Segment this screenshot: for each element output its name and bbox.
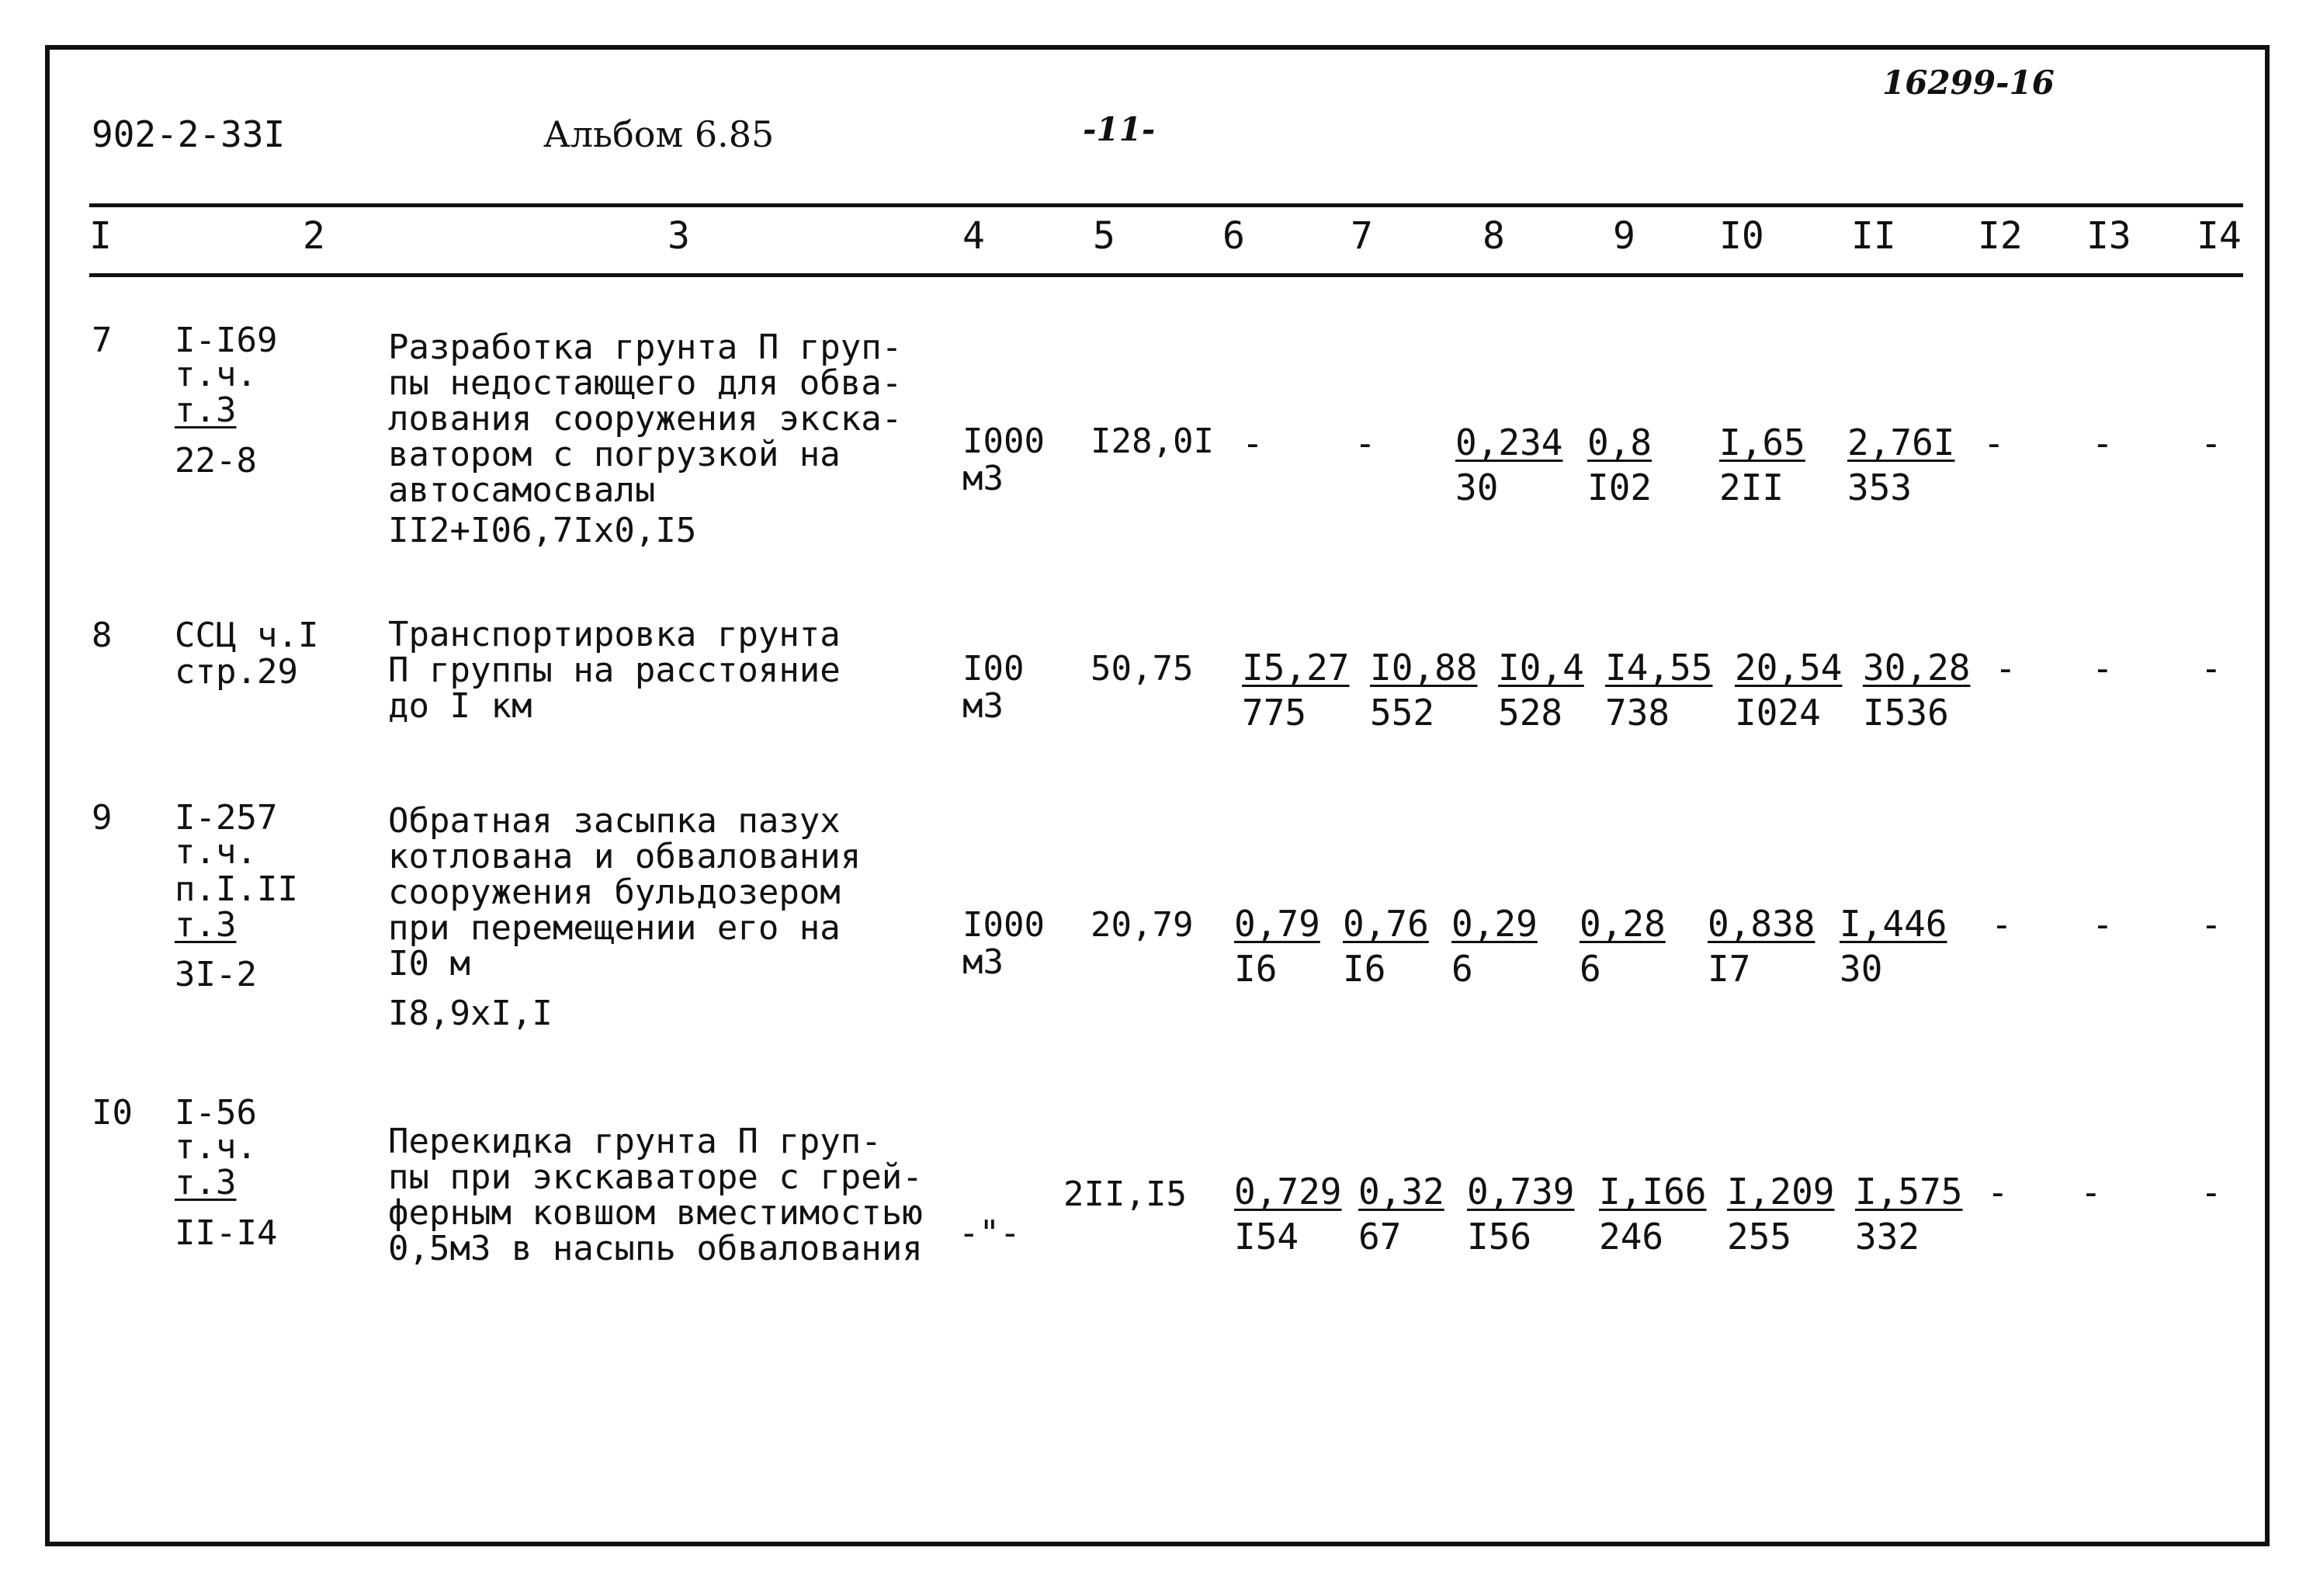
col-6: 6 — [1222, 214, 1245, 258]
cell-cost: I024 — [1735, 692, 1821, 734]
cell-c7 — [1358, 1172, 1483, 1256]
row-description: Транспортировка грунта П группы на расстояние до I км — [388, 615, 841, 726]
cell-cost: 552 — [1370, 692, 1435, 734]
cell-cost: 30 — [1840, 948, 1883, 990]
cell-value: I,65 — [1719, 422, 1805, 463]
cell-c14: - — [2200, 904, 2222, 945]
cell-c9 — [1605, 648, 1729, 732]
page-number: -11- — [1083, 110, 1156, 148]
cell-value: I5,27 — [1242, 647, 1350, 689]
col-5: 5 — [1093, 214, 1115, 258]
cell-c9 — [1599, 1172, 1723, 1256]
cell-c7 — [1370, 648, 1494, 732]
cell-cost: 2II — [1719, 467, 1784, 508]
row-ref-line: ССЦ ч.I — [175, 616, 319, 655]
row-number: 9 — [92, 798, 113, 838]
cell-c12: - — [1987, 1171, 2009, 1213]
cell-cost: I7 — [1708, 948, 1751, 990]
row-number: 7 — [92, 321, 113, 360]
col-12: I2 — [1978, 214, 2023, 258]
row-ref-line: стр.29 — [175, 652, 298, 692]
row-quantity: 20,79 — [1091, 905, 1194, 945]
cell-cost: 528 — [1498, 692, 1563, 734]
cell-value: 0,79 — [1234, 903, 1320, 945]
cell-c6 — [1234, 1172, 1358, 1256]
cell-cost: I56 — [1467, 1216, 1532, 1258]
cell-value: I,446 — [1840, 903, 1947, 945]
row-ref-line: т.3 — [175, 1163, 237, 1202]
cell-c8 — [1451, 904, 1576, 988]
row-ref-line: I-257 — [175, 798, 278, 838]
cell-cost: 255 — [1727, 1216, 1792, 1258]
cell-cost: 738 — [1605, 692, 1670, 734]
col-2: 2 — [303, 214, 325, 258]
row-unit: I000 — [962, 905, 1045, 945]
cell-value: 0,739 — [1467, 1171, 1575, 1213]
cell-c14: - — [2200, 1171, 2222, 1213]
cell-value: 0,28 — [1580, 903, 1666, 945]
row-formula: II2+I06,7Ix0,I5 — [388, 511, 697, 550]
album-label: Альбом 6.85 — [543, 113, 775, 155]
row-ref-line: т.ч. — [175, 1127, 257, 1167]
cell-c11 — [1863, 648, 1987, 732]
cell-value: 0,76 — [1343, 903, 1429, 945]
cell-c12: - — [1991, 904, 2013, 945]
cell-value: 2,76I — [1847, 422, 1955, 463]
cell-c7 — [1343, 904, 1467, 988]
cell-c6 — [1242, 648, 1366, 732]
row-unit: м3 — [962, 459, 1004, 498]
cell-cost: I02 — [1587, 467, 1652, 508]
cell-c10 — [1727, 1172, 1851, 1256]
col-3: 3 — [668, 214, 690, 258]
cell-value: 0,32 — [1358, 1171, 1444, 1213]
cell-c6 — [1234, 904, 1358, 988]
cell-cost: 6 — [1451, 948, 1473, 990]
row-ref-line: т.ч. — [175, 832, 257, 872]
header-rule-bottom — [89, 273, 2243, 277]
row-ref-line: т.3 — [175, 905, 237, 945]
row-unit: м3 — [962, 942, 1004, 982]
row-formula: I8,9xI,I — [388, 994, 553, 1033]
cell-c6: - — [1242, 422, 1264, 464]
cell-cost: I54 — [1234, 1216, 1299, 1258]
row-ref-line: т.ч. — [175, 355, 257, 394]
cell-c11 — [1855, 1172, 1979, 1256]
header-rule-top — [89, 203, 2243, 207]
col-1: I — [89, 214, 112, 258]
row-ref-line: п.I.II — [175, 869, 298, 909]
row-unit: -"- — [959, 1213, 1021, 1253]
cell-c10 — [1708, 904, 1832, 988]
cell-value: 0,838 — [1708, 903, 1815, 945]
cell-cost: 6 — [1580, 948, 1601, 990]
cell-c14: - — [2200, 647, 2222, 689]
cell-value: I4,55 — [1605, 647, 1713, 689]
cell-cost: I536 — [1863, 692, 1949, 734]
cell-value: 0,29 — [1451, 903, 1538, 945]
cell-value: I,575 — [1855, 1171, 1963, 1213]
cell-c9 — [1587, 423, 1711, 507]
cell-cost: I6 — [1343, 948, 1386, 990]
row-ref-line: 3I-2 — [175, 955, 257, 994]
cell-cost: 30 — [1455, 467, 1499, 508]
row-ref-line: II-I4 — [175, 1213, 278, 1253]
cell-c10 — [1735, 648, 1859, 732]
cell-c11 — [1840, 904, 1964, 988]
col-9: 9 — [1613, 214, 1635, 258]
cell-value: 0,729 — [1234, 1171, 1342, 1213]
cell-value: I,I66 — [1599, 1171, 1707, 1213]
cell-value: 20,54 — [1735, 647, 1843, 689]
cell-c13: - — [2092, 422, 2114, 464]
cell-cost: 246 — [1599, 1216, 1664, 1258]
row-quantity: 2II,I5 — [1063, 1174, 1187, 1214]
row-description: Разработка грунта П груп- пы недостающего для обва- лования сооружения экска- ватором с погрузкой на автосамосвалы — [388, 328, 903, 510]
cell-value: 0,8 — [1587, 422, 1652, 463]
cell-cost: 67 — [1358, 1216, 1402, 1258]
cell-c12: - — [1995, 647, 2017, 689]
row-ref-line: т.3 — [175, 390, 237, 430]
cell-c7: - — [1354, 422, 1376, 464]
cell-c9 — [1580, 904, 1704, 988]
row-number: 8 — [92, 616, 113, 655]
cell-cost: 332 — [1855, 1216, 1920, 1258]
cell-value: 0,234 — [1455, 422, 1563, 463]
cell-c10 — [1719, 423, 1843, 507]
row-ref-line: 22-8 — [175, 441, 257, 481]
row-description: Перекидка грунта П груп- пы при экскаваторе с грей- ферным ковшом вместимостью 0,5м3 в насыпь обвалования — [388, 1122, 923, 1268]
col-4: 4 — [962, 214, 985, 258]
cell-value: 30,28 — [1863, 647, 1971, 689]
row-unit: I00 — [962, 649, 1025, 689]
row-description: Обратная засыпка пазух котлована и обвалования сооружения бульдозером при перемещении его на I0 м — [388, 801, 862, 984]
cell-c8 — [1455, 423, 1580, 507]
row-number: I0 — [92, 1093, 133, 1133]
cell-value: I0,88 — [1370, 647, 1478, 689]
col-13: I3 — [2086, 214, 2131, 258]
row-quantity: I28,0I — [1091, 422, 1214, 461]
cell-value: I,209 — [1727, 1171, 1835, 1213]
col-11: II — [1851, 214, 1896, 258]
cell-c13: - — [2080, 1171, 2102, 1213]
row-unit: м3 — [962, 686, 1004, 726]
cell-c8 — [1498, 648, 1622, 732]
cell-c11 — [1847, 423, 1971, 507]
sheet-number: 16299-16 — [1882, 64, 2055, 102]
row-quantity: 50,75 — [1091, 649, 1194, 689]
cell-cost: I6 — [1234, 948, 1278, 990]
page-border — [45, 45, 2270, 1546]
doc-code: 902-2-33I — [92, 113, 286, 155]
cell-c13: - — [2092, 904, 2114, 945]
col-8: 8 — [1483, 214, 1505, 258]
cell-cost: 353 — [1847, 467, 1913, 508]
cell-c13: - — [2092, 647, 2114, 689]
col-10: I0 — [1719, 214, 1764, 258]
cell-c12: - — [1983, 422, 2005, 464]
cell-c8 — [1467, 1172, 1591, 1256]
row-ref-line: I-56 — [175, 1093, 257, 1133]
col-7: 7 — [1351, 214, 1373, 258]
row-ref-line: I-I69 — [175, 321, 278, 360]
col-14: I4 — [2197, 214, 2242, 258]
cell-c14: - — [2200, 422, 2222, 464]
cell-value: I0,4 — [1498, 647, 1584, 689]
row-unit: I000 — [962, 422, 1045, 461]
cell-cost: 775 — [1242, 692, 1307, 734]
